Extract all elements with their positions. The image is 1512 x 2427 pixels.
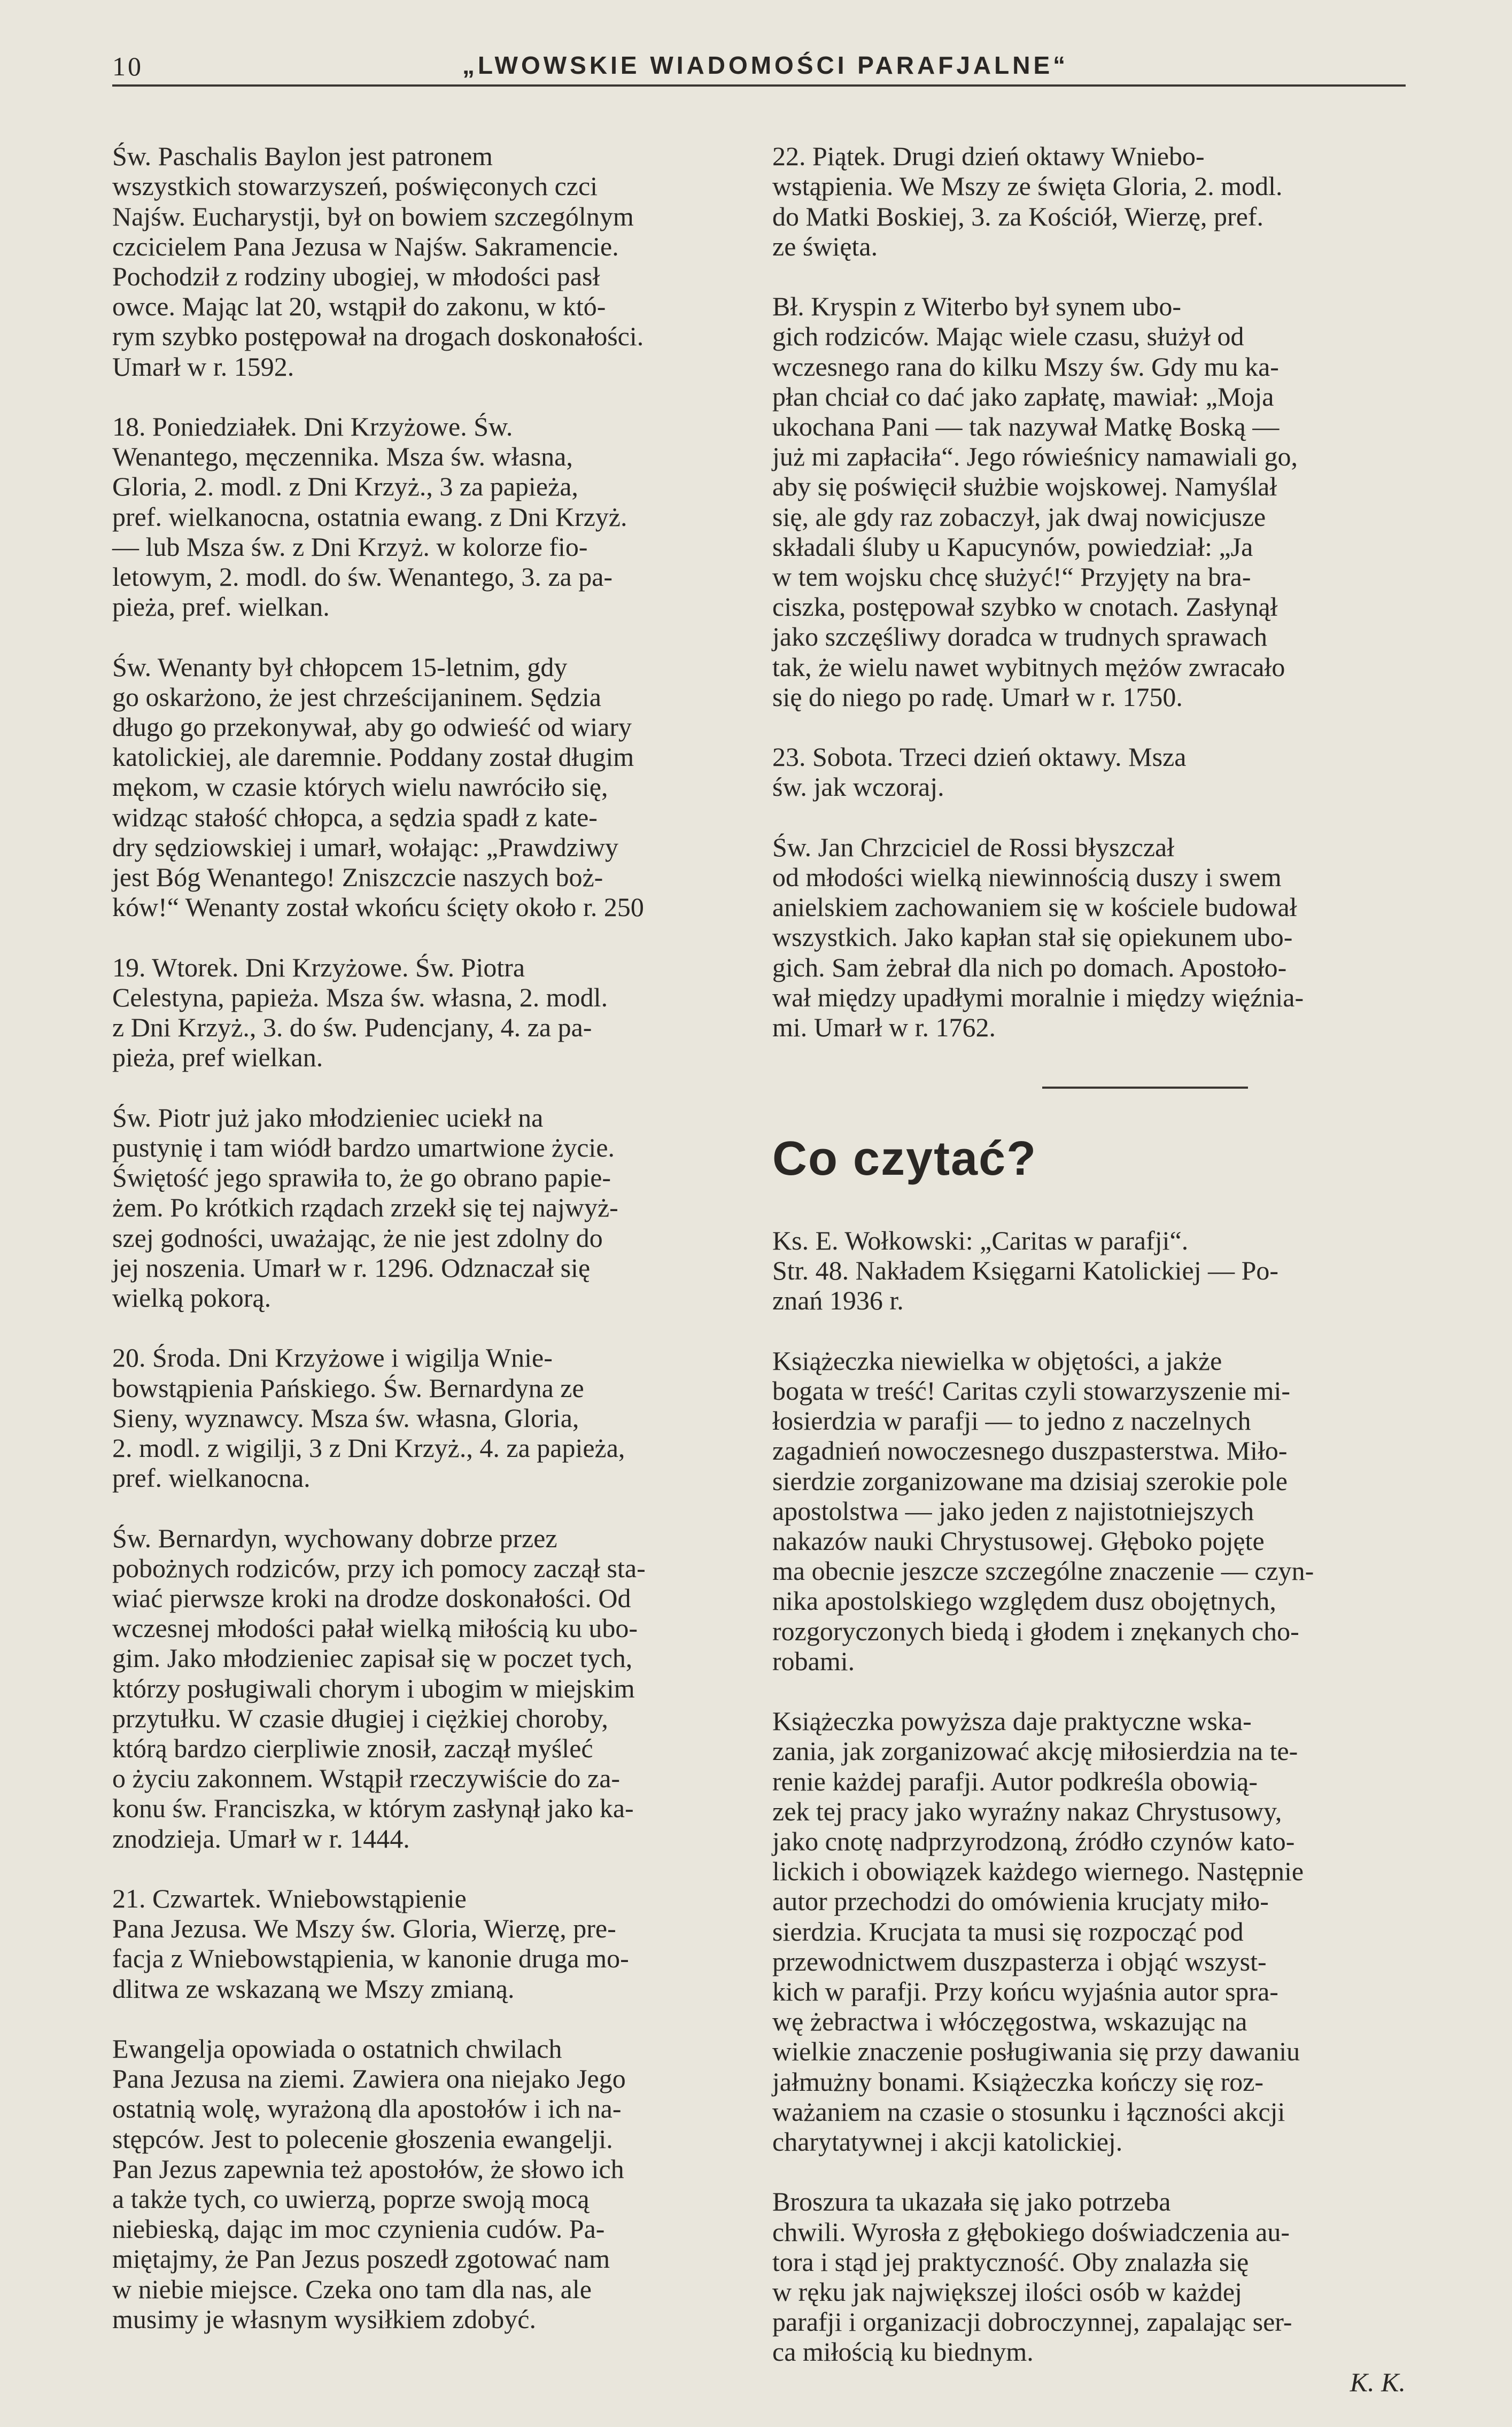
running-title: „LWOWSKIE WIADOMOŚCI PARAFJALNE“ (462, 51, 1069, 79)
left-column (112, 111, 746, 2364)
right-column (772, 111, 1406, 2427)
review-paragraph: Książeczka powyższa daje praktyczne wska- zania, jak zorganizować akcję miłosierdzia na te- renie każdej parafji. Autor podkreśla obowią- zek tej pracy jako wyraźny nakaz Chrystusowy, jako cnotę nadprzyrodzoną, źródło czynów kato- lickich i obowiązek każdego wiernego. Następnie autor przechodzi do omówienia krucjaty miło- sierdzia. Krucjata ta musi się rozpocząć pod przewodnictwem duszpasterza i objąć wszyst- kich w parafji. Przy końcu wyjaśnia autor spra- wę żebractwa i włóczęgostwa, wskazując na wielkie znaczenie posługiwania się przy dawaniu jałmużny bonami. Książeczka kończy się roz- ważaniem na czasie o stosunku i łączności akcji charytatywnej i akcji katolickiej. (772, 1706, 1304, 2157)
paragraph-bernardyn: Św. Bernardyn, wychowany dobrze przez pobożnych rodziców, przy ich pomocy zaczął sta- wiać pierwsze kroki na drodze doskonałości. Od wczesnej młodości pałał wielką miłością ku ubo- gim. Jako młodzieniec zapisał się w poczet tych, którzy posługiwali chorym i ubogim w miejskim przytułku. W czasie długiej i ciężkiej choroby, którą bardzo cierpliwie znosił, zaczął myśleć o życiu zakonnem. Wstąpił rzeczywiście do za- konu św. Franciszka, w którym zasłynął jako ka- znodzieja. Umarł w r. 1444. (112, 1523, 646, 1854)
paragraph-saturday-entry: 23. Sobota. Trzeci dzień oktawy. Msza św. jak wczoraj. (772, 742, 1187, 802)
paragraph-kryspin: Bł. Kryspin z Witerbo był synem ubo- gich rodziców. Mając wiele czasu, służył od wczesnego rana do kilku Mszy św. Gdy mu ka- płan chciał co dać jako zapłatę, mawiał: „Moja ukochana Pani — tak nazywał Matkę Boską — już mi zapłaciła“. Jego rówieśnicy namawiali go, aby się poświęcił służbie wojskowej. Namyślał się, ale gdy raz zobaczył, jak dwaj nowicjusze składali śluby u Kapucynów, powiedział: „Ja w tem wojsku chcę służyć!“ Przyjęty na bra- ciszka, postępował szybko w cnotach. Zasłynął jako szczęśliwy doradca w trudnych sprawach tak, że wielu nawet wybitnych mężów zwracało się do niego po radę. Umarł w r. 1750. (772, 291, 1298, 712)
header-rule (112, 84, 1406, 87)
paragraph-friday-entry: 22. Piątek. Drugi dzień oktawy Wniebo- wstąpienia. We Mszy ze święta Gloria, 2. modl. do Matki Boskiej, 3. za Kościół, Wierzę, pref. ze święta. (772, 141, 1283, 261)
paragraph-paschalis: Św. Paschalis Baylon jest patronem wszystkich stowarzyszeń, poświęconych czci Najśw. Eucharystji, był on bowiem szczególnym czcicielem Pana Jezusa w Najśw. Sakramencie. Pochodził z rodziny ubogiej, w młodości pasł owce. Mając lat 20, wstąpił do zakonu, w któ- rym szybko postępował na drogach doskonałości. Umarł w r. 1592. (112, 141, 644, 382)
section-divider (1042, 1087, 1248, 1089)
review-signature: K. K. (1350, 2367, 1406, 2397)
review-citation: Ks. E. Wołkowski: „Caritas w parafji“. Str. 48. Nakładem Księgarni Katolickiej — Po- znań 1936 r. (772, 1225, 1279, 1316)
review-paragraph: Broszura ta ukazała się jako potrzeba chwili. Wyrosła z głębokiego doświadczenia au- tora i stąd jej praktyczność. Oby znalazła się w ręku jak największej ilości osób w każdej parafji i organizacji dobroczynnej, zapalając ser- ca miłością ku biednym. (772, 2186, 1292, 2367)
review-paragraph: Książeczka niewielka w objętości, a jakże bogata w treść! Caritas czyli stowarzyszenie mi- łosierdzia w parafji — to jedno z naczelnych zagadnień nowoczesnego duszpasterstwa. Miło- sierdzie zorganizowane ma dzisiaj szerokie pole apostolstwa — jako jeden z najistotniejszych nakazów nauki Chrystusowej. Głęboko pojęte ma obecnie jeszcze szczególne znaczenie — czyn- nika apostolskiego względem dusz obojętnych, rozgoryczonych biedą i głodem i znękanych cho- robami. (772, 1345, 1314, 1676)
page-header (112, 45, 1406, 88)
paragraph-tuesday-entry: 19. Wtorek. Dni Krzyżowe. Św. Piotra Celestyna, papieża. Msza św. własna, 2. modl. z Dni Krzyż., 3. do św. Pudencjany, 4. za pa- pieża, pref wielkan. (112, 952, 608, 1073)
paragraph-piotr: Św. Piotr już jako młodzieniec uciekł na pustynię i tam wiódł bardzo umartwione życie. Świętość jego sprawiła to, że go obrano papie- żem. Po krótkich rządach zrzekł się tej najwyż- szej godności, uważając, że nie jest zdolny do jej noszenia. Umarł w r. 1296. Odznaczał się wielką pokorą. (112, 1102, 618, 1313)
section-heading: Co czytać? (772, 1131, 1037, 1185)
paragraph-wenanty: Św. Wenanty był chłopcem 15-letnim, gdy go oskarżono, że jest chrześcijaninem. Sędzia długo go przekonywał, aby go odwieść od wiary katolickiej, ale daremnie. Poddany został długim mękom, w czasie których wielu nawróciło się, widząc stałość chłopca, a sędzia spadł z kate- dry sędziowskiej i umarł, wołając: „Prawdziwy jest Bóg Wenantego! Zniszczcie naszych boż- ków!“ Wenanty został wkońcu ścięty około r. 250 (112, 652, 644, 922)
paragraph-ewangelja: Ewangelja opowiada o ostatnich chwilach Pana Jezusa na ziemi. Zawiera ona niejako Jego ostatnią wolę, wyrażoną dla apostołów i ich na- stępców. Jest to polecenie głoszenia ewangelji. Pan Jezus zapewnia też apostołów, że słowo ich a także tych, co uwierzą, poprze swoją mocą niebieską, dając im moc czynienia cudów. Pa- miętajmy, że Pan Jezus poszedł zgotować nam w niebie miejsce. Czeka ono tam dla nas, ale musimy je własnym wysiłkiem zdobyć. (112, 2034, 626, 2334)
paragraph-monday-entry: 18. Poniedziałek. Dni Krzyżowe. Św. Wenantego, męczennika. Msza św. własna, Gloria, 2. modl. z Dni Krzyż., 3 za papieża, pref. wielkanocna, ostatnia ewang. z Dni Krzyż. — lub Msza św. z Dni Krzyż. w kolorze fio- letowym, 2. modl. do św. Wenantego, 3. za pa- pieża, pref. wielkan. (112, 412, 627, 622)
page-number: 10 (112, 51, 143, 81)
paragraph-jan-rossi: Św. Jan Chrzciciel de Rossi błyszczał od młodości wielką niewinnością duszy i swem anielskiem zachowaniem się w kościele budował wszystkich. Jako kapłan stał się opiekunem ubo- gich. Sam żebrał dla nich po domach. Apostoło- wał między upadłymi moralnie i między więźnia- mi. Umarł w r. 1762. (772, 832, 1304, 1043)
paragraph-thursday-entry: 21. Czwartek. Wniebowstąpienie Pana Jezusa. We Mszy św. Gloria, Wierzę, pre- facja z Wniebowstąpienia, w kanonie druga mo- dlitwa ze wskazaną we Mszy zmianą. (112, 1883, 629, 2004)
paragraph-wednesday-entry: 20. Środa. Dni Krzyżowe i wigilja Wnie- bowstąpienia Pańskiego. Św. Bernardyna ze Sieny, wyznawcy. Msza św. własna, Gloria, 2. modl. z wigilji, 3 z Dni Krzyż., 4. za papieża, pref. wielkanocna. (112, 1343, 625, 1493)
